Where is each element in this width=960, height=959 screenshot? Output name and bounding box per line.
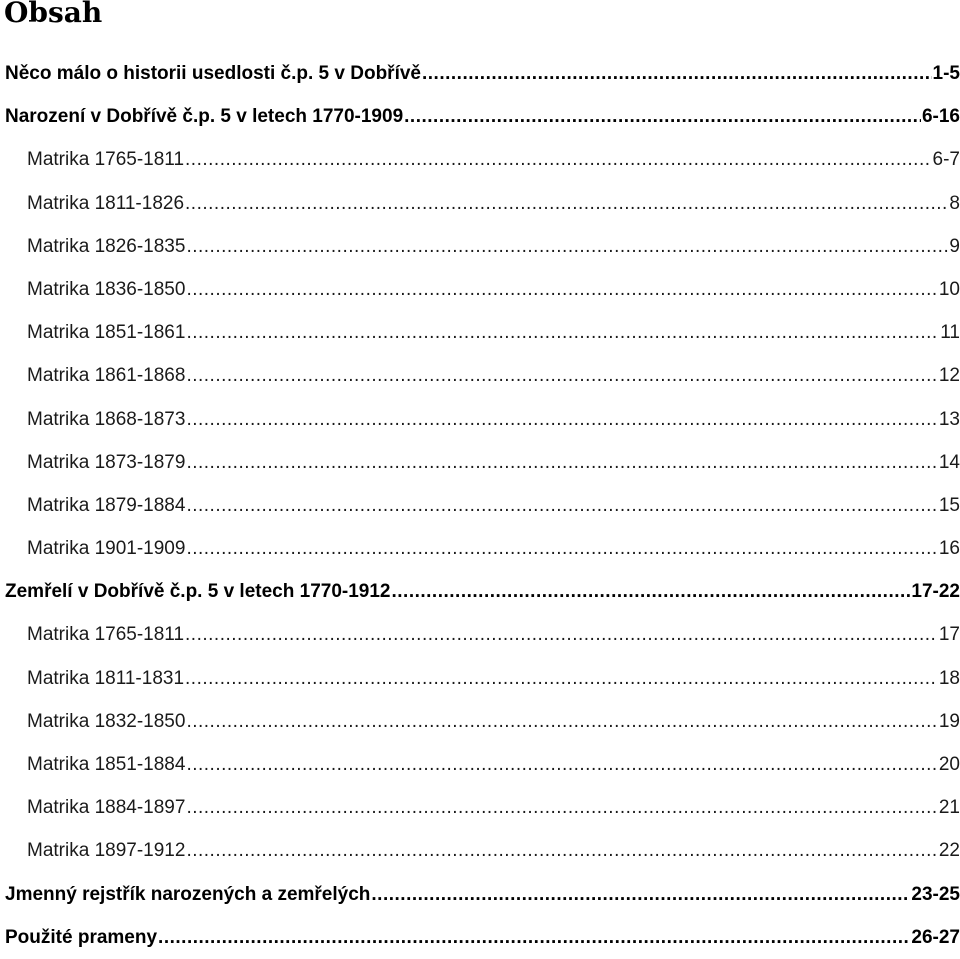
- table-of-contents: [0, 52, 960, 959]
- toc-section-entry[interactable]: [0, 916, 960, 959]
- toc-dot-leader: [186, 364, 937, 388]
- toc-page-number: 1-5: [932, 63, 960, 84]
- toc-dot-leader: [186, 796, 937, 820]
- toc-subsection-entry[interactable]: [0, 657, 960, 700]
- toc-section-entry[interactable]: [0, 570, 960, 613]
- toc-entry-title: Matrika 1836-1850: [27, 278, 186, 300]
- toc-page-number: 13: [938, 408, 960, 430]
- toc-subsection-entry[interactable]: [0, 527, 960, 570]
- toc-page-number: 8: [949, 192, 960, 214]
- toc-subsection-entry[interactable]: [0, 613, 960, 656]
- toc-entry-title: Matrika 1811-1831: [27, 667, 185, 689]
- toc-dot-leader: [186, 408, 937, 432]
- toc-page-number: 17-22: [911, 581, 960, 603]
- toc-page-number: 15: [938, 494, 960, 516]
- toc-dot-leader: [404, 105, 921, 129]
- toc-subsection-entry[interactable]: [0, 484, 960, 527]
- toc-subsection-entry[interactable]: [0, 225, 960, 268]
- toc-page-number: 10: [938, 278, 960, 300]
- toc-subsection-entry[interactable]: [0, 743, 960, 786]
- toc-section-entry[interactable]: [0, 873, 960, 916]
- toc-section-entry[interactable]: [0, 52, 960, 95]
- toc-dot-leader: [371, 883, 910, 907]
- toc-dot-leader: [186, 235, 948, 259]
- toc-page-number: 19: [938, 710, 960, 732]
- toc-page-number: 26-27: [911, 926, 960, 948]
- toc-entry-title: Matrika 1884-1897: [27, 797, 186, 819]
- toc-entry-title: Matrika 1765-1811: [27, 624, 185, 646]
- toc-subsection-entry[interactable]: [0, 354, 960, 397]
- toc-entry-title: Matrika 1811-1826: [27, 192, 185, 214]
- toc-subsection-entry[interactable]: [0, 786, 960, 829]
- toc-entry-title: Matrika 1765-1811: [27, 149, 185, 171]
- toc-subsection-entry[interactable]: [0, 268, 960, 311]
- toc-dot-leader: [185, 623, 938, 647]
- toc-entry-title: Matrika 1851-1884: [27, 754, 186, 775]
- toc-entry-title: Matrika 1897-1912: [27, 840, 186, 862]
- toc-entry-title: Něco málo o historii usedlosti č.p. 5 v Dobřívě: [5, 63, 421, 84]
- toc-page-number: 23-25: [911, 883, 960, 905]
- toc-dot-leader: [422, 62, 932, 86]
- toc-page-number: 6-7: [932, 149, 960, 171]
- toc-dot-leader: [185, 667, 938, 691]
- toc-page-number: 20: [938, 754, 960, 775]
- toc-page-number: 11: [940, 322, 960, 344]
- toc-page-number: 18: [938, 667, 960, 689]
- toc-entry-title: Matrika 1832-1850: [27, 710, 186, 732]
- toc-dot-leader: [186, 494, 937, 518]
- toc-page-number: 9: [949, 235, 960, 257]
- toc-entry-title: Matrika 1826-1835: [27, 235, 186, 257]
- toc-section-entry[interactable]: [0, 95, 960, 138]
- toc-page-number: 14: [938, 451, 960, 473]
- toc-dot-leader: [391, 580, 910, 604]
- toc-entry-title: Matrika 1851-1861: [27, 322, 186, 344]
- toc-page-number: 12: [938, 365, 960, 387]
- toc-page-number: 16: [938, 538, 960, 560]
- toc-page-number: 21: [938, 797, 960, 819]
- page-title: Obsah: [4, 0, 103, 29]
- toc-subsection-entry[interactable]: [0, 138, 960, 181]
- toc-entry-title: Zemřelí v Dobřívě č.p. 5 v letech 1770-1912: [5, 581, 391, 603]
- toc-entry-title: Matrika 1861-1868: [27, 365, 186, 387]
- toc-dot-leader: [186, 321, 939, 345]
- toc-dot-leader: [185, 192, 948, 216]
- toc-dot-leader: [185, 148, 932, 172]
- toc-subsection-entry[interactable]: [0, 398, 960, 441]
- toc-entry-title: Matrika 1879-1884: [27, 494, 186, 516]
- toc-dot-leader: [186, 710, 937, 734]
- toc-entry-title: Narození v Dobřívě č.p. 5 v letech 1770-1909: [5, 106, 404, 128]
- toc-entry-title: Matrika 1868-1873: [27, 408, 186, 430]
- toc-entry-title: Použité prameny: [5, 926, 158, 948]
- toc-entry-title: Jmenný rejstřík narozených a zemřelých: [5, 883, 371, 905]
- toc-dot-leader: [158, 926, 910, 950]
- toc-entry-title: Matrika 1901-1909: [27, 538, 186, 560]
- toc-dot-leader: [186, 451, 937, 475]
- toc-dot-leader: [186, 537, 937, 561]
- toc-entry-title: Matrika 1873-1879: [27, 451, 186, 473]
- toc-page-number: 22: [938, 840, 960, 862]
- toc-subsection-entry[interactable]: [0, 311, 960, 354]
- toc-subsection-entry[interactable]: [0, 441, 960, 484]
- toc-page-number: 6-16: [921, 106, 960, 128]
- toc-dot-leader: [186, 278, 937, 302]
- toc-page-number: 17: [938, 624, 960, 646]
- toc-dot-leader: [186, 753, 937, 777]
- toc-subsection-entry[interactable]: [0, 700, 960, 743]
- toc-subsection-entry[interactable]: [0, 829, 960, 872]
- toc-dot-leader: [186, 839, 937, 863]
- toc-subsection-entry[interactable]: [0, 182, 960, 225]
